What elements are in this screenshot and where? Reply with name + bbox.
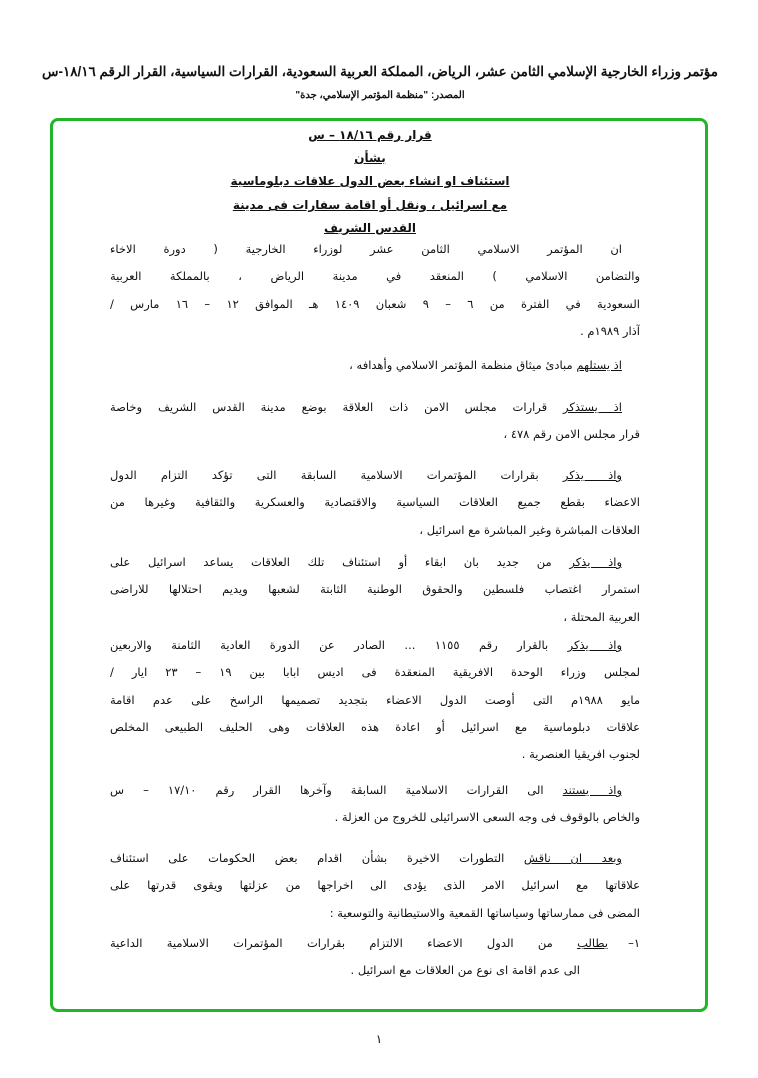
paragraph-first-line	[110, 462, 640, 489]
paragraph-first-line	[110, 352, 640, 379]
paragraph-lead-phrase: واذ يذكر	[562, 468, 622, 482]
resolution-number: قرار رقم ١٨/١٦ – س	[308, 128, 432, 142]
intro-line: السعودية في الفترة من ٦ – ٩ شعبان ١٤٠٩ هـ الموافق ١٢ – ١٦ مارس /	[110, 296, 640, 311]
preamble-paragraph	[110, 777, 640, 832]
preamble-paragraph	[110, 394, 640, 449]
paragraph-lead-phrase: واذ يذكر	[567, 638, 622, 652]
paragraph-line: قرار مجلس الامن رقم ٤٧٨ ،	[503, 427, 640, 442]
paragraph-first-line	[110, 930, 640, 957]
paragraph-text: مبادئ ميثاق منظمة المؤتمر الاسلامي وأهدافه ،	[349, 358, 577, 372]
paragraph-first-line	[110, 632, 640, 659]
resolution-subject-line-1: استئناف او انشاء بعض الدول علاقات دبلوماسية	[230, 174, 510, 188]
paragraph-line: والخاص بالوقوف فى وجه السعى الاسرائيلى للخروج من العزلة .	[334, 810, 640, 825]
preamble-paragraph	[110, 549, 640, 631]
preamble-paragraph	[110, 930, 640, 985]
paragraph-text: من الدول الاعضاء الالتزام بقرارات المؤتمرات الاسلامية الداعية	[110, 936, 578, 950]
intro-paragraph	[110, 236, 640, 345]
preamble-paragraph	[110, 632, 640, 768]
preamble-paragraph	[110, 845, 640, 927]
paragraph-lead-phrase: واذ يذكر	[569, 555, 623, 569]
paragraph-first-line	[110, 394, 640, 421]
page-number: ١	[375, 1032, 383, 1046]
paragraph-line: علاقاتها مع اسرائيل الامر الذى يؤدى الى اخراجها من عزلتها ويقوى قدرتها على	[110, 878, 640, 893]
clause-number: ١–	[628, 936, 640, 950]
paragraph-line: لمجلس وزراء الوحدة الافريقية المنعقدة فى اديس ابابا بين ١٩ – ٢٣ ايار /	[110, 665, 640, 680]
paragraph-line: استمرار اغتصاب فلسطين والحقوق الوطنية الثابتة لشعبها ويديم احتلالها للاراضى	[110, 582, 640, 597]
preamble-paragraph	[110, 352, 640, 379]
paragraph-lead-phrase: يطالب	[577, 936, 609, 950]
paragraph-first-line	[110, 549, 640, 576]
paragraph-text: الى القرارات الاسلامية السابقة وآخرها القرار رقم ١٧/١٠ – س	[110, 783, 563, 797]
resolution-subject-label: بشأن	[354, 151, 386, 165]
paragraph-line: الى عدم اقامة اى نوع من العلاقات مع اسرائيل .	[350, 963, 580, 978]
paragraph-lead-phrase: واذ يستند	[562, 783, 623, 797]
preamble-paragraph	[110, 462, 640, 544]
resolution-subject-line-2: مع اسرائيل ، ونقل أو اقامة سفارات فى مدينة	[232, 198, 508, 212]
paragraph-lead-phrase: اذ يستلهم	[576, 358, 622, 372]
paragraph-line: المضى فى ممارساتها وسياساتها القمعية والاستيطانية والتوسعية :	[329, 905, 640, 920]
paragraph-lead-phrase: اذ يستذكر	[563, 400, 622, 414]
intro-line: والتضامن الاسلامي ) المنعقد في مدينة الرياض ، بالمملكة العربية	[110, 269, 640, 284]
paragraph-text: التطورات الاخيرة بشأن اقدام بعض الحكومات على استئناف	[110, 851, 524, 865]
paragraph-lead-phrase: وبعد ان ناقش	[523, 851, 622, 865]
paragraph-first-line	[110, 845, 640, 872]
paragraph-first-line	[110, 777, 640, 804]
paragraph-text: بقرارات المؤتمرات الاسلامية السابقة التى تؤكد التزام الدول	[110, 468, 563, 482]
paragraph-line: العلاقات المباشرة وغير المباشرة مع اسرائيل ،	[419, 522, 640, 537]
document-header-title: مؤتمر وزراء الخارجية الإسلامي الثامن عشر، الرياض، المملكة العربية السعودية، القرارات السياسية، القرار الرقم ١٨/١٦-س	[41, 64, 719, 79]
document-source: المصدر: "منظمة المؤتمر الإسلامي، جدة"	[295, 90, 465, 101]
intro-line: ان المؤتمر الاسلامي الثامن عشر لوزراء الخارجية ( دورة الاخاء	[110, 242, 622, 256]
paragraph-line: لجنوب افريقيا العنصرية .	[521, 747, 640, 762]
paragraph-line: علاقات دبلوماسية مع اسرائيل أو اعادة هذه العلاقات وهى الحليف الطبيعى المخلص	[110, 719, 640, 734]
paragraph-text: من جديد بان ابقاء أو استئناف تلك العلاقات يساعد اسرائيل على	[110, 555, 570, 569]
paragraph-line: مايو ١٩٨٨م التى أوصت الدول الاعضاء بتجديد تصميمها الراسخ على عدم اقامة	[110, 692, 640, 707]
resolution-subject-line-3: القدس الشريف	[323, 221, 416, 235]
paragraph-text: بالقرار رقم ١١٥٥ ... الصادر عن الدورة العادية الثامنة والاربعين	[110, 638, 568, 652]
intro-line: آذار ١٩٨٩م .	[580, 323, 640, 338]
paragraph-text: قرارات مجلس الامن ذات العلاقة بوضع مدينة القدس الشريف وخاصة	[110, 400, 564, 414]
paragraph-line: الاعضاء بقطع جميع العلاقات السياسية والاقتصادية والعسكرية والثقافية وغيرها من	[110, 495, 640, 510]
paragraph-line: العربية المحتلة ،	[563, 609, 640, 624]
